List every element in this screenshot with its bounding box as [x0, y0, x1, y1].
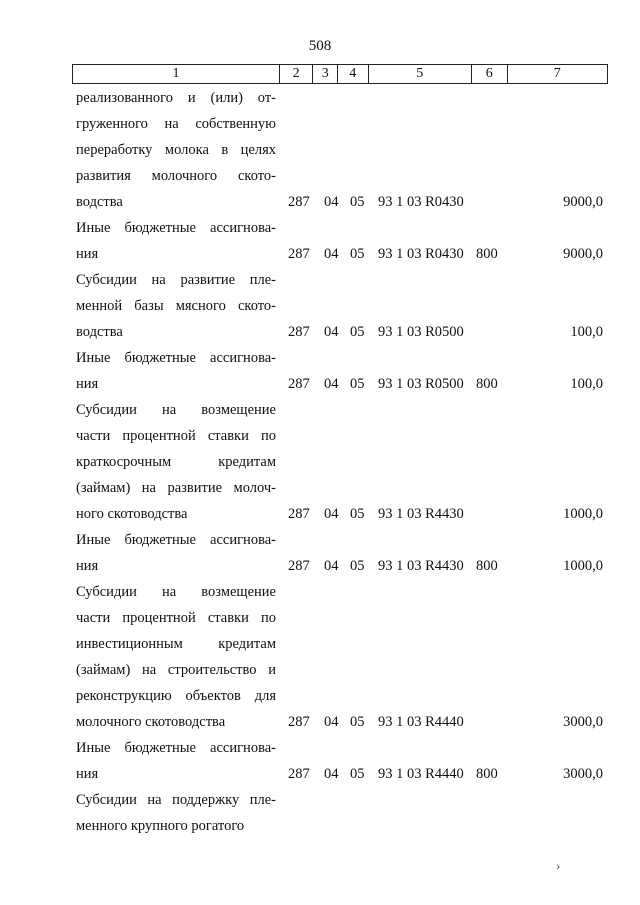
cell-c4: 05 — [350, 324, 365, 340]
cell-c5: 93 1 03 R4430 — [378, 506, 464, 522]
description-line: Иные бюджетные ассигнова- — [76, 532, 276, 548]
description-line: Иные бюджетные ассигнова- — [76, 740, 276, 756]
description-line: краткосрочным кредитам — [76, 454, 276, 470]
row-description — [76, 345, 276, 397]
header-col-4: 4 — [338, 65, 369, 83]
cell-c3: 04 — [324, 246, 339, 262]
description-line: груженного на собственную — [76, 116, 276, 132]
table-row — [0, 85, 640, 215]
cell-c2: 287 — [288, 558, 310, 574]
cell-c2: 287 — [288, 246, 310, 262]
cell-c5: 93 1 03 R0430 — [378, 246, 464, 262]
description-line: Иные бюджетные ассигнова- — [76, 350, 276, 366]
table-row — [0, 345, 640, 397]
cell-c2: 287 — [288, 324, 310, 340]
cell-c3: 04 — [324, 766, 339, 782]
description-line: (займам) на развитие молоч- — [76, 480, 276, 496]
row-description — [76, 215, 276, 267]
page-number: 508 — [308, 38, 332, 54]
header-col-1: 1 — [73, 65, 280, 83]
cell-c5: 93 1 03 R4430 — [378, 558, 464, 574]
row-description — [76, 267, 276, 345]
description-line: ния — [76, 558, 99, 574]
cell-c5: 93 1 03 R0500 — [378, 324, 464, 340]
cell-c2: 287 — [288, 194, 310, 210]
table-row — [0, 397, 640, 527]
cell-c6: 800 — [476, 376, 498, 392]
cell-c6: 800 — [476, 558, 498, 574]
scan-mark: › — [556, 858, 561, 873]
row-description — [76, 527, 276, 579]
description-line: Субсидии на развитие пле- — [76, 272, 276, 288]
cell-c6: 800 — [476, 766, 498, 782]
cell-c7: 1000,0 — [563, 506, 603, 522]
cell-c4: 05 — [350, 246, 365, 262]
cell-c7: 3000,0 — [563, 766, 603, 782]
cell-c5: 93 1 03 R4440 — [378, 714, 464, 730]
header-col-3: 3 — [313, 65, 338, 83]
cell-c3: 04 — [324, 194, 339, 210]
cell-c7: 100,0 — [570, 376, 603, 392]
cell-c4: 05 — [350, 558, 365, 574]
description-line: водства — [76, 194, 123, 210]
cell-c4: 05 — [350, 766, 365, 782]
cell-c3: 04 — [324, 558, 339, 574]
description-line: ния — [76, 376, 99, 392]
cell-c4: 05 — [350, 376, 365, 392]
header-col-6: 6 — [472, 65, 507, 83]
row-description — [76, 787, 276, 839]
cell-c7: 100,0 — [570, 324, 603, 340]
cell-c2: 287 — [288, 766, 310, 782]
header-col-7: 7 — [553, 66, 561, 81]
description-line: Субсидии на возмещение — [76, 584, 276, 600]
table-header — [72, 64, 608, 84]
row-description — [76, 397, 276, 527]
description-line: реализованного и (или) от- — [76, 90, 276, 106]
description-line: части процентной ставки по — [76, 610, 276, 626]
cell-c2: 287 — [288, 714, 310, 730]
table-row — [0, 527, 640, 579]
description-line: (займам) на строительство и — [76, 662, 276, 678]
cell-c7: 1000,0 — [563, 558, 603, 574]
cell-c2: 287 — [288, 376, 310, 392]
description-line: ния — [76, 766, 99, 782]
cell-c7: 9000,0 — [563, 194, 603, 210]
table-row — [0, 735, 640, 787]
row-description — [76, 579, 276, 735]
cell-c7 — [520, 813, 603, 839]
description-line: менной базы мясного ското- — [76, 298, 276, 314]
cell-c3: 04 — [324, 714, 339, 730]
header-col-2: 2 — [280, 65, 314, 83]
table-row — [0, 267, 640, 345]
description-line: Субсидии на поддержку пле- — [76, 792, 276, 808]
cell-c7: 9000,0 — [563, 246, 603, 262]
cell-c3: 04 — [324, 324, 339, 340]
cell-c2: 287 — [288, 506, 310, 522]
cell-c3: 04 — [324, 506, 339, 522]
table-row — [0, 215, 640, 267]
description-line: инвестиционным кредитам — [76, 636, 276, 652]
row-description — [76, 735, 276, 787]
description-line: переработку молока в целях — [76, 142, 276, 158]
cell-c6: 800 — [476, 246, 498, 262]
description-line: молочного скотоводства — [76, 714, 226, 730]
header-col-5: 5 — [369, 65, 472, 83]
description-line: ного скотоводства — [76, 506, 188, 522]
cell-c5: 93 1 03 R4440 — [378, 766, 464, 782]
description-line: Иные бюджетные ассигнова- — [76, 220, 276, 236]
description-line: водства — [76, 324, 123, 340]
cell-c5: 93 1 03 R0500 — [378, 376, 464, 392]
table-row — [0, 579, 640, 735]
cell-c4: 05 — [350, 714, 365, 730]
table-row — [0, 787, 640, 839]
description-line: реконструкцию объектов для — [76, 688, 276, 704]
description-line: Субсидии на возмещение — [76, 402, 276, 418]
cell-c4: 05 — [350, 506, 365, 522]
cell-c7: 3000,0 — [563, 714, 603, 730]
cell-c5: 93 1 03 R0430 — [378, 194, 464, 210]
cell-c4: 05 — [350, 194, 365, 210]
description-line: части процентной ставки по — [76, 428, 276, 444]
cell-c3: 04 — [324, 376, 339, 392]
description-line: ния — [76, 246, 99, 262]
description-line: менного крупного рогатого — [76, 818, 245, 834]
row-description — [76, 85, 276, 215]
description-line: развития молочного ското- — [76, 168, 276, 184]
